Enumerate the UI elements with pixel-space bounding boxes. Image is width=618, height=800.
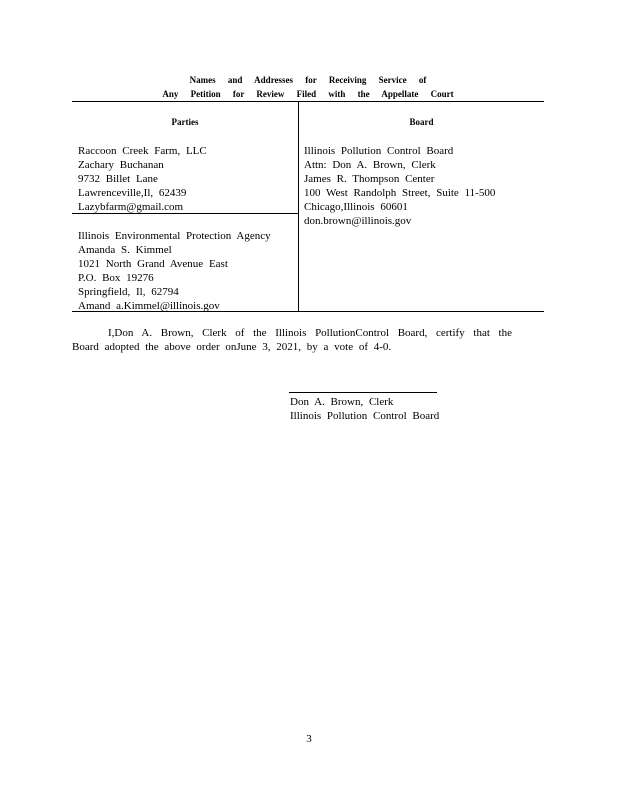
email-address: don.brown@illinois.gov bbox=[304, 215, 412, 227]
address-line: Illinois Pollution Control Board bbox=[304, 145, 454, 157]
board-column-header: Board bbox=[409, 117, 434, 127]
signature-organization: Illinois Pollution Control Board bbox=[290, 410, 440, 422]
address-line: 9732 Billet Lane bbox=[78, 173, 158, 185]
party-address-iepa bbox=[78, 229, 271, 313]
service-heading-line-2: Any Petition for Review Filed with the Appellate Court bbox=[162, 89, 454, 99]
address-line: Chicago,Illinois 60601 bbox=[304, 201, 408, 213]
address-line: James R. Thompson Center bbox=[304, 173, 435, 185]
board-address bbox=[304, 144, 495, 228]
table-column-divider bbox=[298, 101, 299, 311]
signature-line bbox=[289, 392, 437, 393]
address-line: 100 West Randolph Street, Suite 11-500 bbox=[304, 187, 496, 199]
address-line: Attn: Don A. Brown, Clerk bbox=[304, 159, 436, 171]
address-line: 1021 North Grand Avenue East bbox=[78, 258, 228, 270]
address-line: Springfield, Il, 62794 bbox=[78, 286, 179, 298]
service-heading-line-1: Names and Addresses for Receiving Service of bbox=[189, 75, 427, 85]
address-line: Raccoon Creek Farm, LLC bbox=[78, 145, 207, 157]
address-line: Amanda S. Kimmel bbox=[78, 244, 172, 256]
signature-block bbox=[290, 395, 439, 423]
table-top-rule bbox=[72, 101, 544, 102]
email-address: Amand a.Kimmel@illinois.gov bbox=[78, 300, 220, 312]
parties-column-header: Parties bbox=[171, 117, 199, 127]
address-line: Illinois Environmental Protection Agency bbox=[78, 230, 271, 242]
party-address-raccoon-creek bbox=[78, 144, 207, 214]
signature-name: Don A. Brown, Clerk bbox=[290, 396, 394, 408]
address-line: Lawrenceville,Il, 62439 bbox=[78, 187, 187, 199]
address-line: Zachary Buchanan bbox=[78, 159, 164, 171]
address-line: P.O. Box 19276 bbox=[78, 272, 154, 284]
email-address: Lazybfarm@gmail.com bbox=[78, 201, 184, 213]
page-number: 3 bbox=[306, 733, 312, 745]
certification-paragraph: I,Don A. Brown, Clerk of the Illinois PollutionControl Board, certify that the Board adopted the above order onJune 3, 2021, by a vote of 4-0. bbox=[72, 327, 512, 353]
